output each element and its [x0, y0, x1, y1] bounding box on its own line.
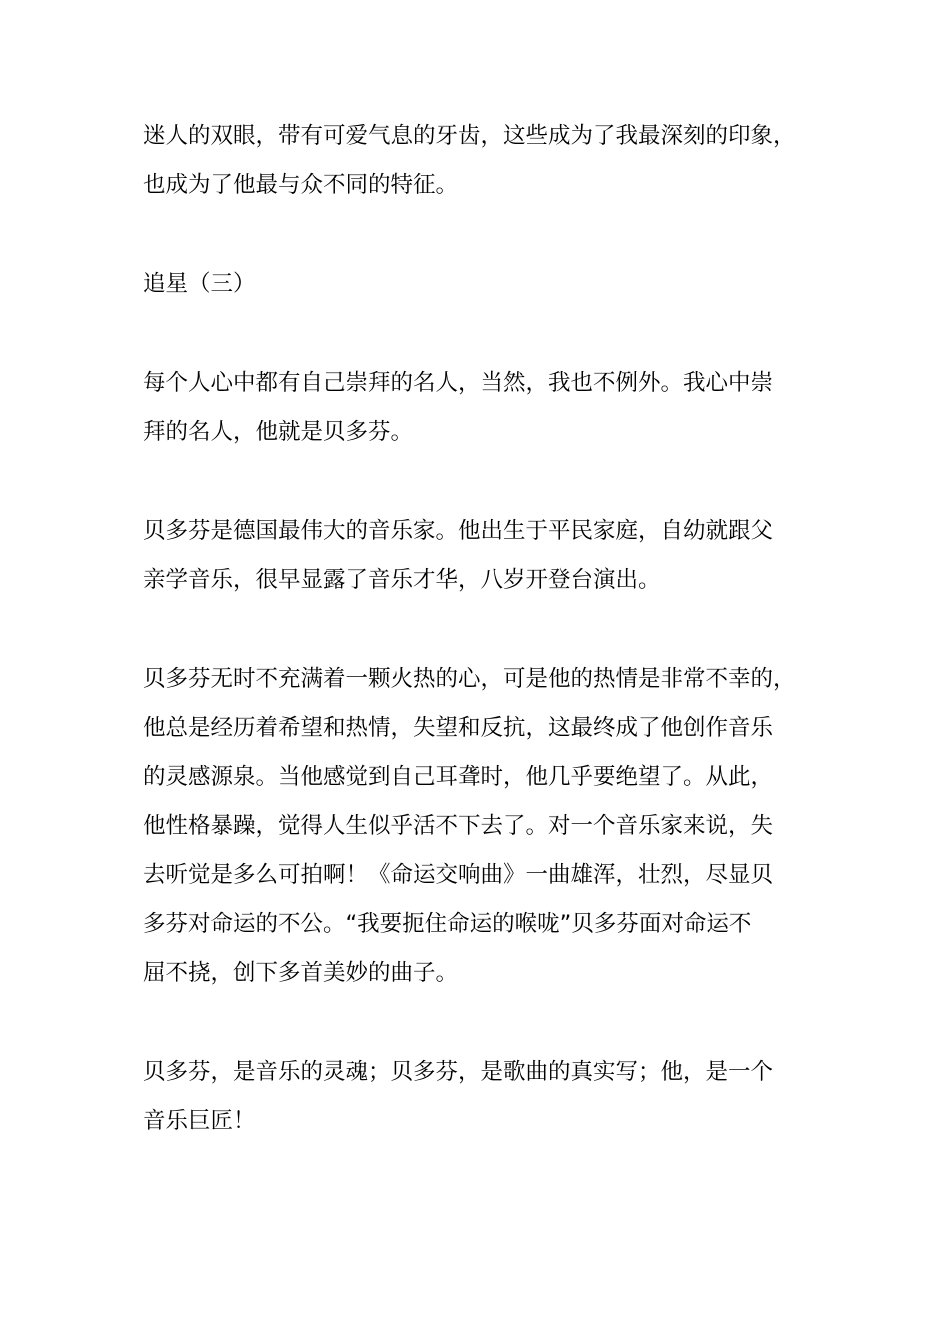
text-line: 去听觉是多么可拍啊！《命运交响曲》一曲雄浑，壮烈，尽显贝 [143, 862, 774, 888]
paragraph-4 [143, 1048, 813, 1146]
text-line: 他总是经历着希望和热情，失望和反抗，这最终成了他创作音乐 [143, 715, 774, 741]
paragraph-1 [143, 359, 813, 457]
text-line: 拜的名人，他就是贝多芬。 [143, 419, 414, 445]
text-line: 的灵感源泉。当他感觉到自己耳聋时，他几乎要绝望了。从此， [143, 764, 774, 790]
text-line: 贝多芬是德国最伟大的音乐家。他出生于平民家庭，自幼就跟父 [143, 518, 774, 544]
text-line: 多芬对命运的不公。“我要扼住命运的喉咙”贝多芬面对命运不 [143, 911, 752, 937]
text-line: 贝多芬无时不充满着一颗火热的心，可是他的热情是非常不幸的， [143, 666, 796, 692]
text-line: 音乐巨匠！ [143, 1108, 256, 1134]
section-heading [143, 260, 813, 309]
text-line: 屈不挠，创下多首美妙的曲子。 [143, 960, 459, 986]
paragraph-intro-ending [143, 112, 813, 210]
document-page [143, 112, 813, 1196]
text-line: 他性格暴躁，觉得人生似乎活不下去了。对一个音乐家来说，失 [143, 813, 774, 839]
text-line: 也成为了他最与众不同的特征。 [143, 172, 459, 198]
text-line: 亲学音乐，很早显露了音乐才华，八岁开登台演出。 [143, 567, 661, 593]
paragraph-3 [143, 655, 813, 998]
text-line: 每个人心中都有自己崇拜的名人，当然，我也不例外。我心中崇 [143, 370, 774, 396]
paragraph-2 [143, 507, 813, 605]
heading-text: 追星（三） [143, 271, 256, 297]
text-line: 贝多芬，是音乐的灵魂；贝多芬，是歌曲的真实写；他，是一个 [143, 1059, 774, 1085]
text-line: 迷人的双眼，带有可爱气息的牙齿，这些成为了我最深刻的印象， [143, 123, 796, 149]
